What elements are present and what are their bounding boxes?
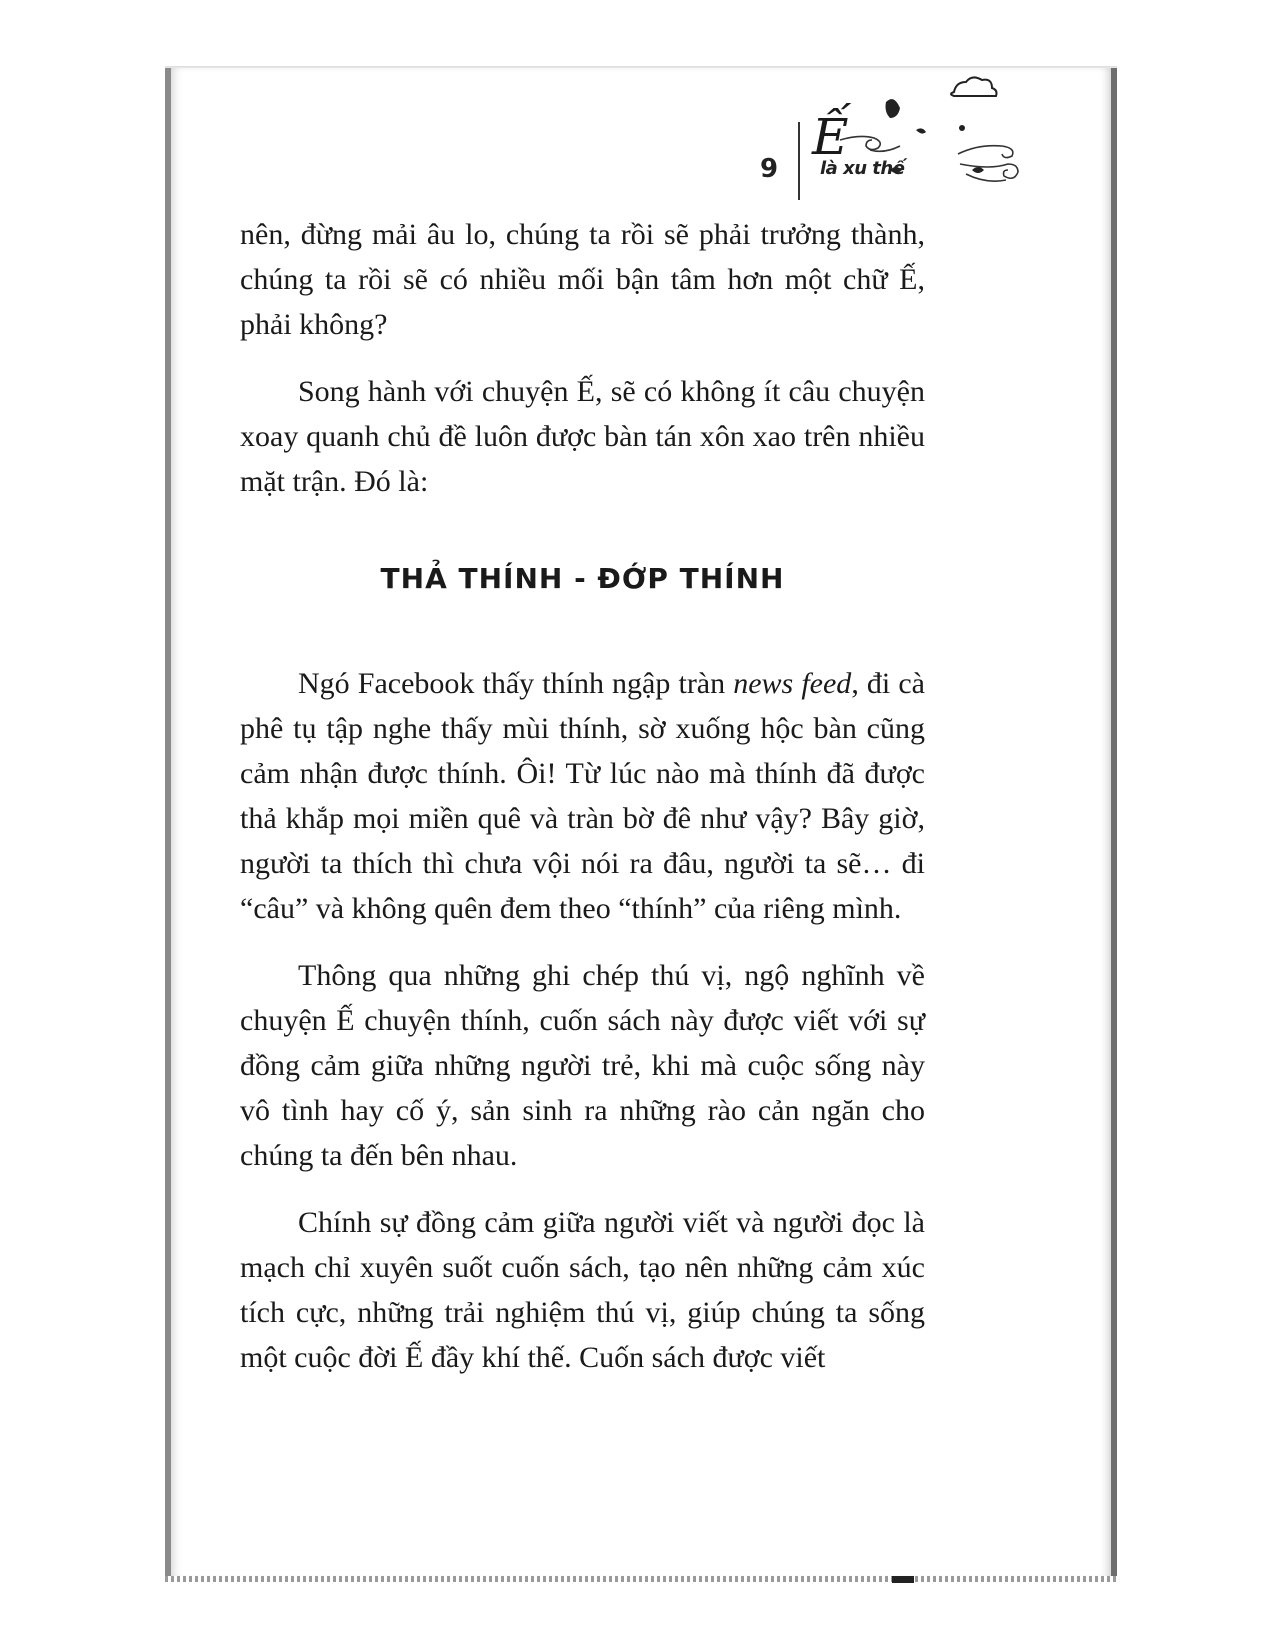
paragraph-text: Ngó Facebook thấy thính ngập tràn: [298, 667, 734, 700]
paragraph: [240, 661, 925, 931]
page-bottom-edge: [165, 1576, 1117, 1582]
paragraph: Thông qua những ghi chép thú vị, ngộ nghĩnh về chuyện Ế chuyện thính, cuốn sách này được viết với sự đồng cảm giữa những người trẻ, khi mà cuộc sống này vô tình hay cố ý, sản sinh ra những rào cản ngăn cho chúng ta đến bên nhau.: [240, 959, 925, 1172]
header-divider: [798, 122, 800, 200]
italic-term: news feed: [733, 667, 852, 700]
page-body: [240, 212, 925, 1402]
paragraph-text: , đi cà phê tụ tập nghe thấy mùi thính, sờ xuống hộc bàn cũng cảm nhận được thính. Ôi! Từ lúc nào mà thính đã được thả khắp mọi miền quê và tràn bờ đê như vậy? Bây giờ, người ta thích thì chưa vội nói ra đâu, người ta sẽ… đi “câu” và không quên đem theo “thính” của riêng mình.: [240, 667, 925, 925]
book-title-subtitle: là xu thế: [820, 158, 905, 179]
book-title-letter: Ế: [812, 108, 849, 166]
cloud-icon: [951, 77, 997, 96]
decoration: [740, 70, 1100, 210]
paragraph: nên, đừng mải âu lo, chúng ta rồi sẽ phải trưởng thành, chúng ta rồi sẽ có nhiều mối bận tâm hơn một chữ Ế, phải không?: [240, 218, 925, 341]
page-bottom-mark: [892, 1576, 914, 1583]
paragraph: Chính sự đồng cảm giữa người viết và người đọc là mạch chỉ xuyên suốt cuốn sách, tạo nên những cảm xúc tích cực, những trải nghiệm thú vị, giúp chúng ta sống một cuộc đời Ế đầy khí thế. Cuốn sách được viết: [240, 1206, 925, 1374]
section-heading: THẢ THÍNH - ĐỚP THÍNH: [380, 562, 785, 595]
page-number: 9: [760, 154, 779, 184]
running-header: [740, 70, 1100, 210]
paragraph: Song hành với chuyện Ế, sẽ có không ít câu chuyện xoay quanh chủ đề luôn được bàn tán xôn xao trên nhiều mặt trận. Đó là:: [240, 375, 925, 498]
